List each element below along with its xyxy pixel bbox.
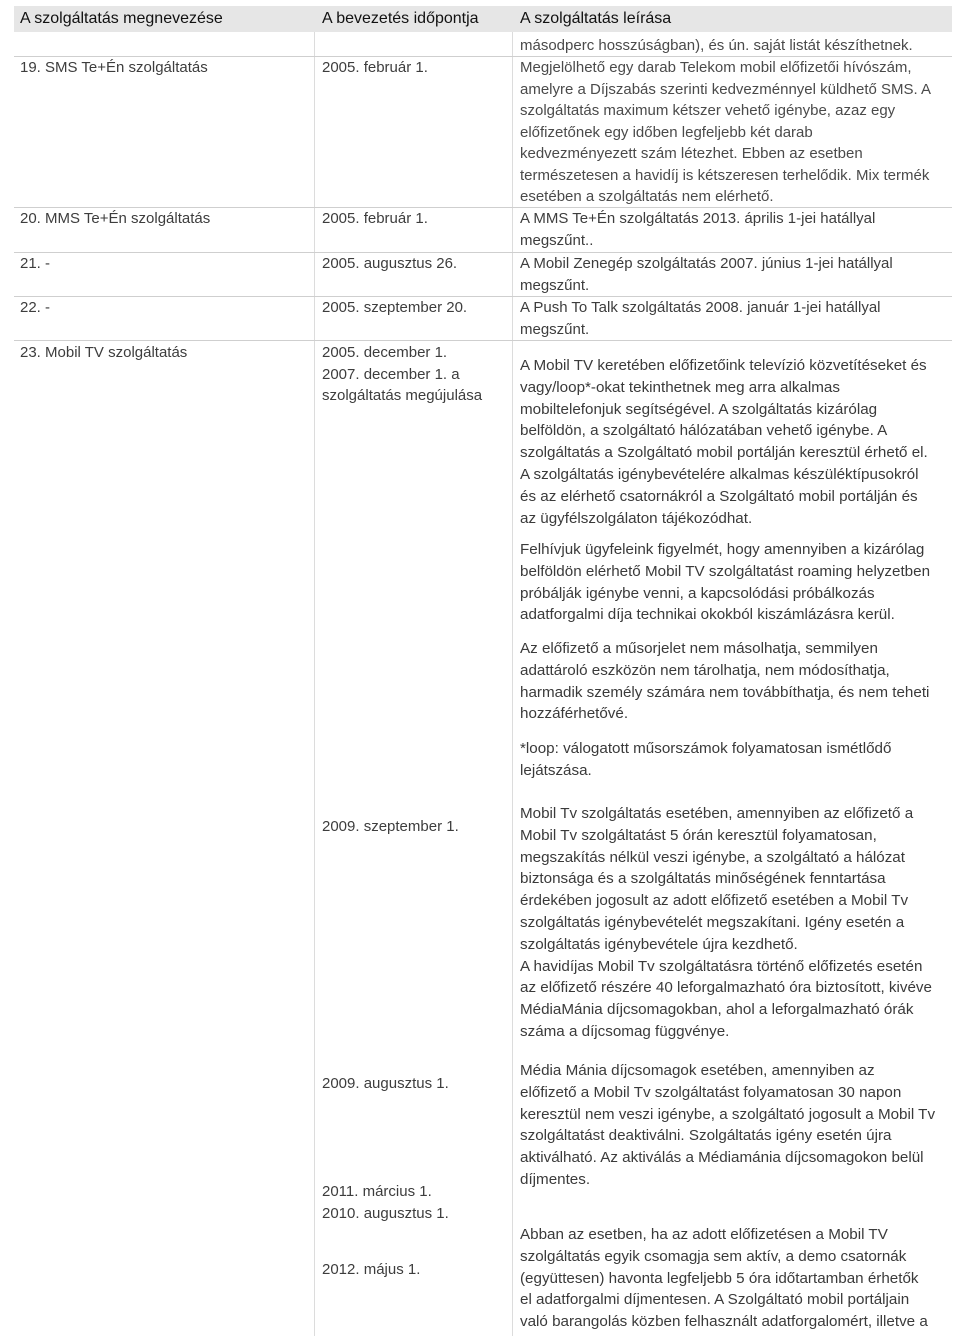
mobil-tv-paragraph-1: A Mobil TV keretében előfizetőink televízió közvetítéseket és vagy/loop*-okat tekinthetnek meg arra alkalmas mobiltelefonjuk segítségével. A szolgáltatás kizárólag belföldön, a szolgáltató hálózatában vehető igénybe. A szolgáltatás a Szolgáltató mobil portálján keresztül érhető el. A szolgáltatás igénybevételére alkalmas készüléktípusokról és az elérhető csatornákról a Szolgáltató mobil portálján és az ügyfélszolgálaton tájékozódhat. [520,357,928,527]
row-19-name: 19. SMS Te+Én szolgáltatás [20,59,208,76]
row-21-date: 2005. augusztus 26. [322,255,458,272]
header-introduction-date: A bevezetés időpontja [322,10,479,27]
table-header [14,6,952,32]
mobil-tv-paragraph-media-mania: Média Mánia díjcsomagok esetében, amennyiben az előfizető a Mobil Tv szolgáltatást folyamatosan 30 napon keresztül nem veszi igénybe, a szolgáltató jogosult a Mobil Tv szolgáltatást deaktiválni. Szolgáltatás igény esetén újra aktiválható. Az aktiválás a Médiamánia díjcsomagokon belül díjmentes. [520,1062,936,1188]
row-19-description: Megjelölhető egy darab Telekom mobil előfizetői hívószám, amelyre a Díjszabás szerinti kedvezménnyel küldhető SMS. A szolgáltatás maximum kétszer vehető igénybe, azaz egy előfizetőnek egy időben legfeljebb két darab kedvezményezett szám létezhet. Ebben az esetben természetesen a havidíj is kétszeresen terhelődik. Mix termék esetében a szolgáltatás nem elérhető. [520,59,932,205]
row-21-name: 21. - [20,255,51,272]
row-divider [14,340,952,341]
header-service-name: A szolgáltatás megnevezése [20,10,223,27]
mobil-tv-loop-footnote: *loop: válogatott műsorszámok folyamatosan ismétlődő lejátszása. [520,740,892,779]
row-22-name: 22. - [20,299,51,316]
row-23-date-intro: 2005. december 1. 2007. december 1. a szolgáltatás megújulása [322,344,483,404]
row-19-date: 2005. február 1. [322,59,428,76]
row-20-description: A MMS Te+Én szolgáltatás 2013. április 1-jei hatállyal megszűnt.. [520,210,876,249]
row-23-date-2009-sep: 2009. szeptember 1. [322,818,459,835]
header-service-description: A szolgáltatás leírása [520,10,672,27]
row-23-name: 23. Mobil TV szolgáltatás [20,344,188,361]
row-22-description: A Push To Talk szolgáltatás 2008. január 1-jei hatállyal megszűnt. [520,299,881,338]
mobil-tv-paragraph-demo: Abban az esetben, ha az adott előfizetésen a Mobil TV szolgáltatás egyik csomagja sem aktív, a demo csatornák (együttesen) havonta legfeljebb 5 óra időtartamban érhetők el adatforgalmi díjmentesen. A Szolgáltató mobil portáljain való barangolás közben felhasznált adatforgalomért, illetve a [520,1226,928,1331]
row-20-date: 2005. február 1. [322,210,428,227]
row-23-date-2012-may: 2012. május 1. [322,1261,421,1278]
tariff-table [14,0,952,1336]
continuation-text: másodperc hosszúságban), és ún. saját listát készíthetnek. [520,37,913,54]
column-divider [512,32,513,1336]
row-21-description: A Mobil Zenegép szolgáltatás 2007. június 1-jei hatállyal megszűnt. [520,255,893,294]
mobil-tv-paragraph-roaming: Felhívjuk ügyfeleink figyelmét, hogy amennyiben a kizárólag belföldön elérhető Mobil TV szolgáltatást roaming helyzetben próbálják igénybe venni, a kapcsolódási próbálkozás adatforgalmi díja technikai okokból kiszámlázásra kerül. [520,541,931,624]
row-23-date-2011-mar: 2011. március 1. 2010. augusztus 1. [322,1183,449,1222]
mobil-tv-paragraph-copyright: Az előfizető a műsorjelet nem másolhatja, semmilyen adattároló eszközön nem tárolhatja, nem módosíthatja, harmadik személy számára nem továbbíthatja, és nem teheti hozzáférhetővé. [520,640,930,723]
row-22-date: 2005. szeptember 20. [322,299,468,316]
row-20-name: 20. MMS Te+Én szolgáltatás [20,210,211,227]
column-divider [314,32,315,1336]
mobil-tv-paragraph-5-hours: Mobil Tv szolgáltatás esetében, amennyiben az előfizető a Mobil Tv szolgáltatást 5 órán keresztül folyamatosan, megszakítás nélkül veszi igénybe, a szolgáltató a hálózat biztonsága és a szolgáltatás minőségének fenntartása érdekében jogosult az adott előfizető esetében a Mobil Tv szolgáltatás igénybevételét megszakítani. Igény esetén a szolgáltatás igénybevétele újra kezdhető. A havidíjas Mobil Tv szolgáltatásra történő előfizetés esetén az előfizető részére 40 leforgalmazható óra biztosított, kivéve MédiaMánia díjcsomagokban, ahol a leforgalmazható órák száma a díjcsomag függvénye. [520,805,932,1040]
row-23-date-2009-aug: 2009. augusztus 1. [322,1075,449,1092]
